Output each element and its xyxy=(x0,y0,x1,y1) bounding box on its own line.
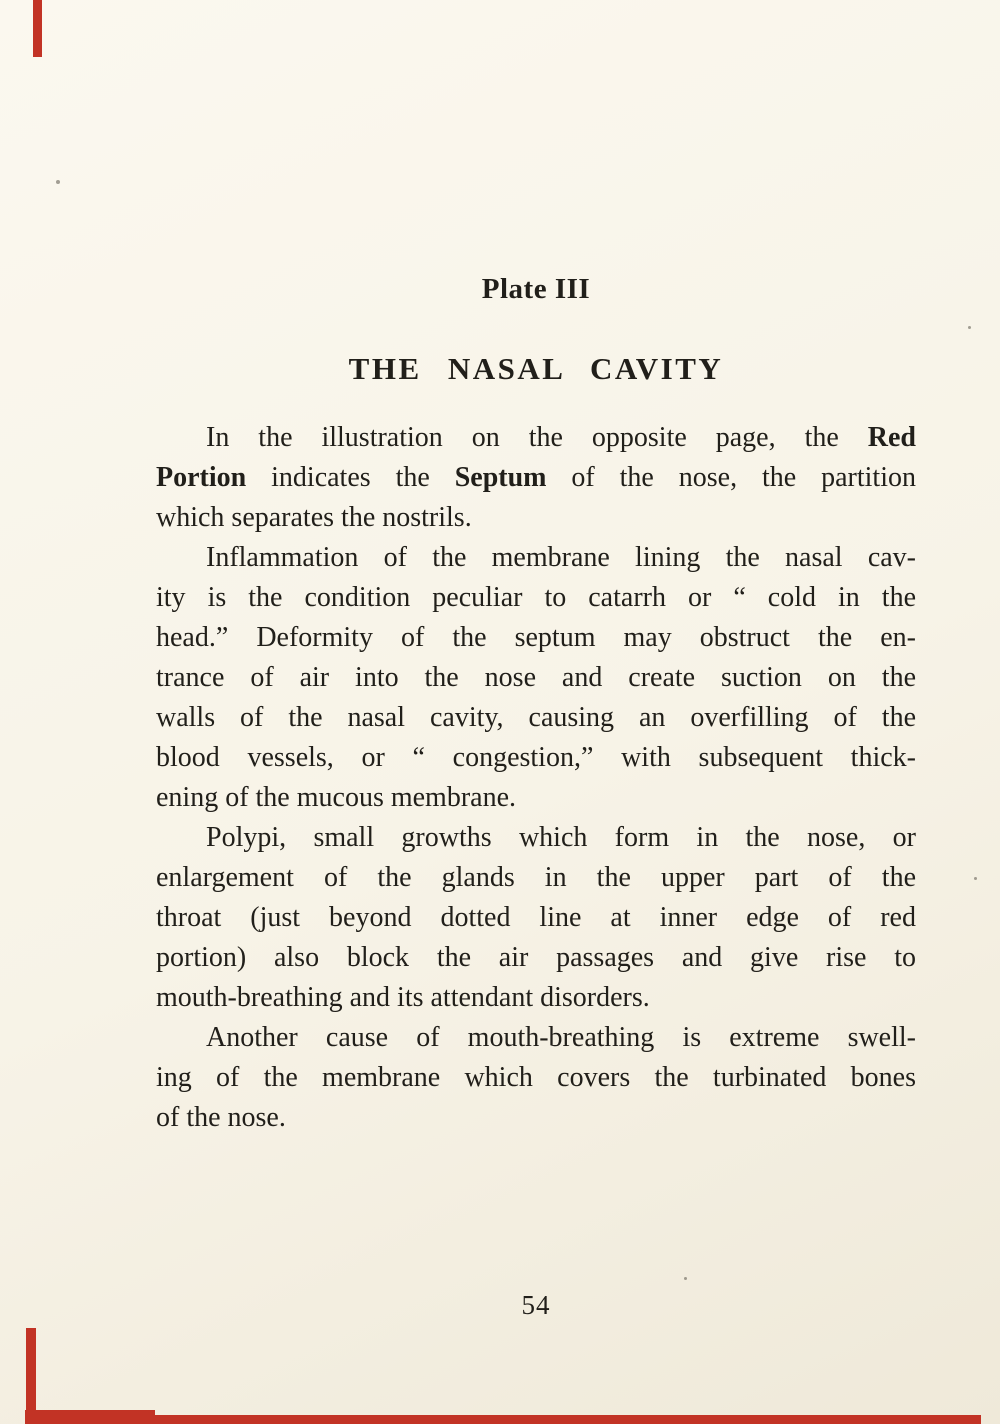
text-segment: mouth-breathing and its attendant disorders. xyxy=(156,982,650,1013)
paragraph xyxy=(156,538,916,818)
text-segment: portion) also block the air passages and give rise to xyxy=(156,942,916,973)
text-line xyxy=(156,578,916,618)
text-segment: throat (just beyond dotted line at inner edge of red xyxy=(156,902,916,933)
page-number: 54 xyxy=(521,1290,551,1320)
text-line xyxy=(156,778,916,818)
page-title: THE NASAL CAVITY xyxy=(348,351,724,386)
paragraph xyxy=(156,418,916,538)
text-segment: of the nose, the partition xyxy=(546,462,916,493)
text-segment: blood vessels, or “ congestion,” with subsequent thick- xyxy=(156,742,916,773)
scan-artifact-top-left xyxy=(33,0,42,57)
text-line xyxy=(156,618,916,658)
text-segment: indicates the xyxy=(246,462,455,493)
text-line xyxy=(156,658,916,698)
text-segment: ening of the mucous membrane. xyxy=(156,782,517,813)
scan-artifact-bottom-edge xyxy=(25,1415,981,1424)
text-line xyxy=(156,938,916,978)
text-segment: enlargement of the glands in the upper part of the xyxy=(156,862,916,893)
page-content xyxy=(156,0,916,1321)
text-line xyxy=(156,698,916,738)
text-segment: In the illustration on the opposite page, the xyxy=(206,422,868,453)
text-line xyxy=(156,738,916,778)
text-segment: head.” Deformity of the septum may obstruct the en- xyxy=(156,622,916,653)
plate-label: Plate III xyxy=(481,273,591,305)
paragraph xyxy=(156,818,916,1018)
text-line xyxy=(156,858,916,898)
text-line xyxy=(156,978,916,1018)
scan-speck xyxy=(974,877,977,880)
text-segment: ing of the membrane which covers the turbinated bones xyxy=(156,1062,916,1093)
text-segment: which separates the nostrils. xyxy=(156,502,472,533)
paragraph xyxy=(156,1018,916,1138)
text-segment: Polypi, small growths which form in the nose, or xyxy=(206,822,916,853)
text-segment: of the nose. xyxy=(156,1102,286,1133)
text-segment: walls of the nasal cavity, causing an overfilling of the xyxy=(156,702,916,733)
bold-text: Red xyxy=(867,422,916,453)
text-line xyxy=(156,1098,916,1138)
text-line xyxy=(156,898,916,938)
bold-text: Septum xyxy=(454,462,547,493)
text-segment: Inflammation of the membrane lining the nasal cav- xyxy=(206,542,916,573)
scan-speck xyxy=(968,326,971,329)
text-line xyxy=(156,498,916,538)
text-line xyxy=(156,818,916,858)
text-line xyxy=(156,1018,916,1058)
text-segment: Another cause of mouth-breathing is extreme swell- xyxy=(206,1022,916,1053)
text-segment: ity is the condition peculiar to catarrh or “ cold in the xyxy=(156,582,916,613)
text-line xyxy=(156,418,916,458)
text-line xyxy=(156,458,916,498)
bold-text: Portion xyxy=(156,462,247,493)
body-text xyxy=(156,418,916,1138)
scan-speck xyxy=(56,180,60,184)
text-line xyxy=(156,538,916,578)
text-line xyxy=(156,1058,916,1098)
text-segment: trance of air into the nose and create suction on the xyxy=(156,662,916,693)
